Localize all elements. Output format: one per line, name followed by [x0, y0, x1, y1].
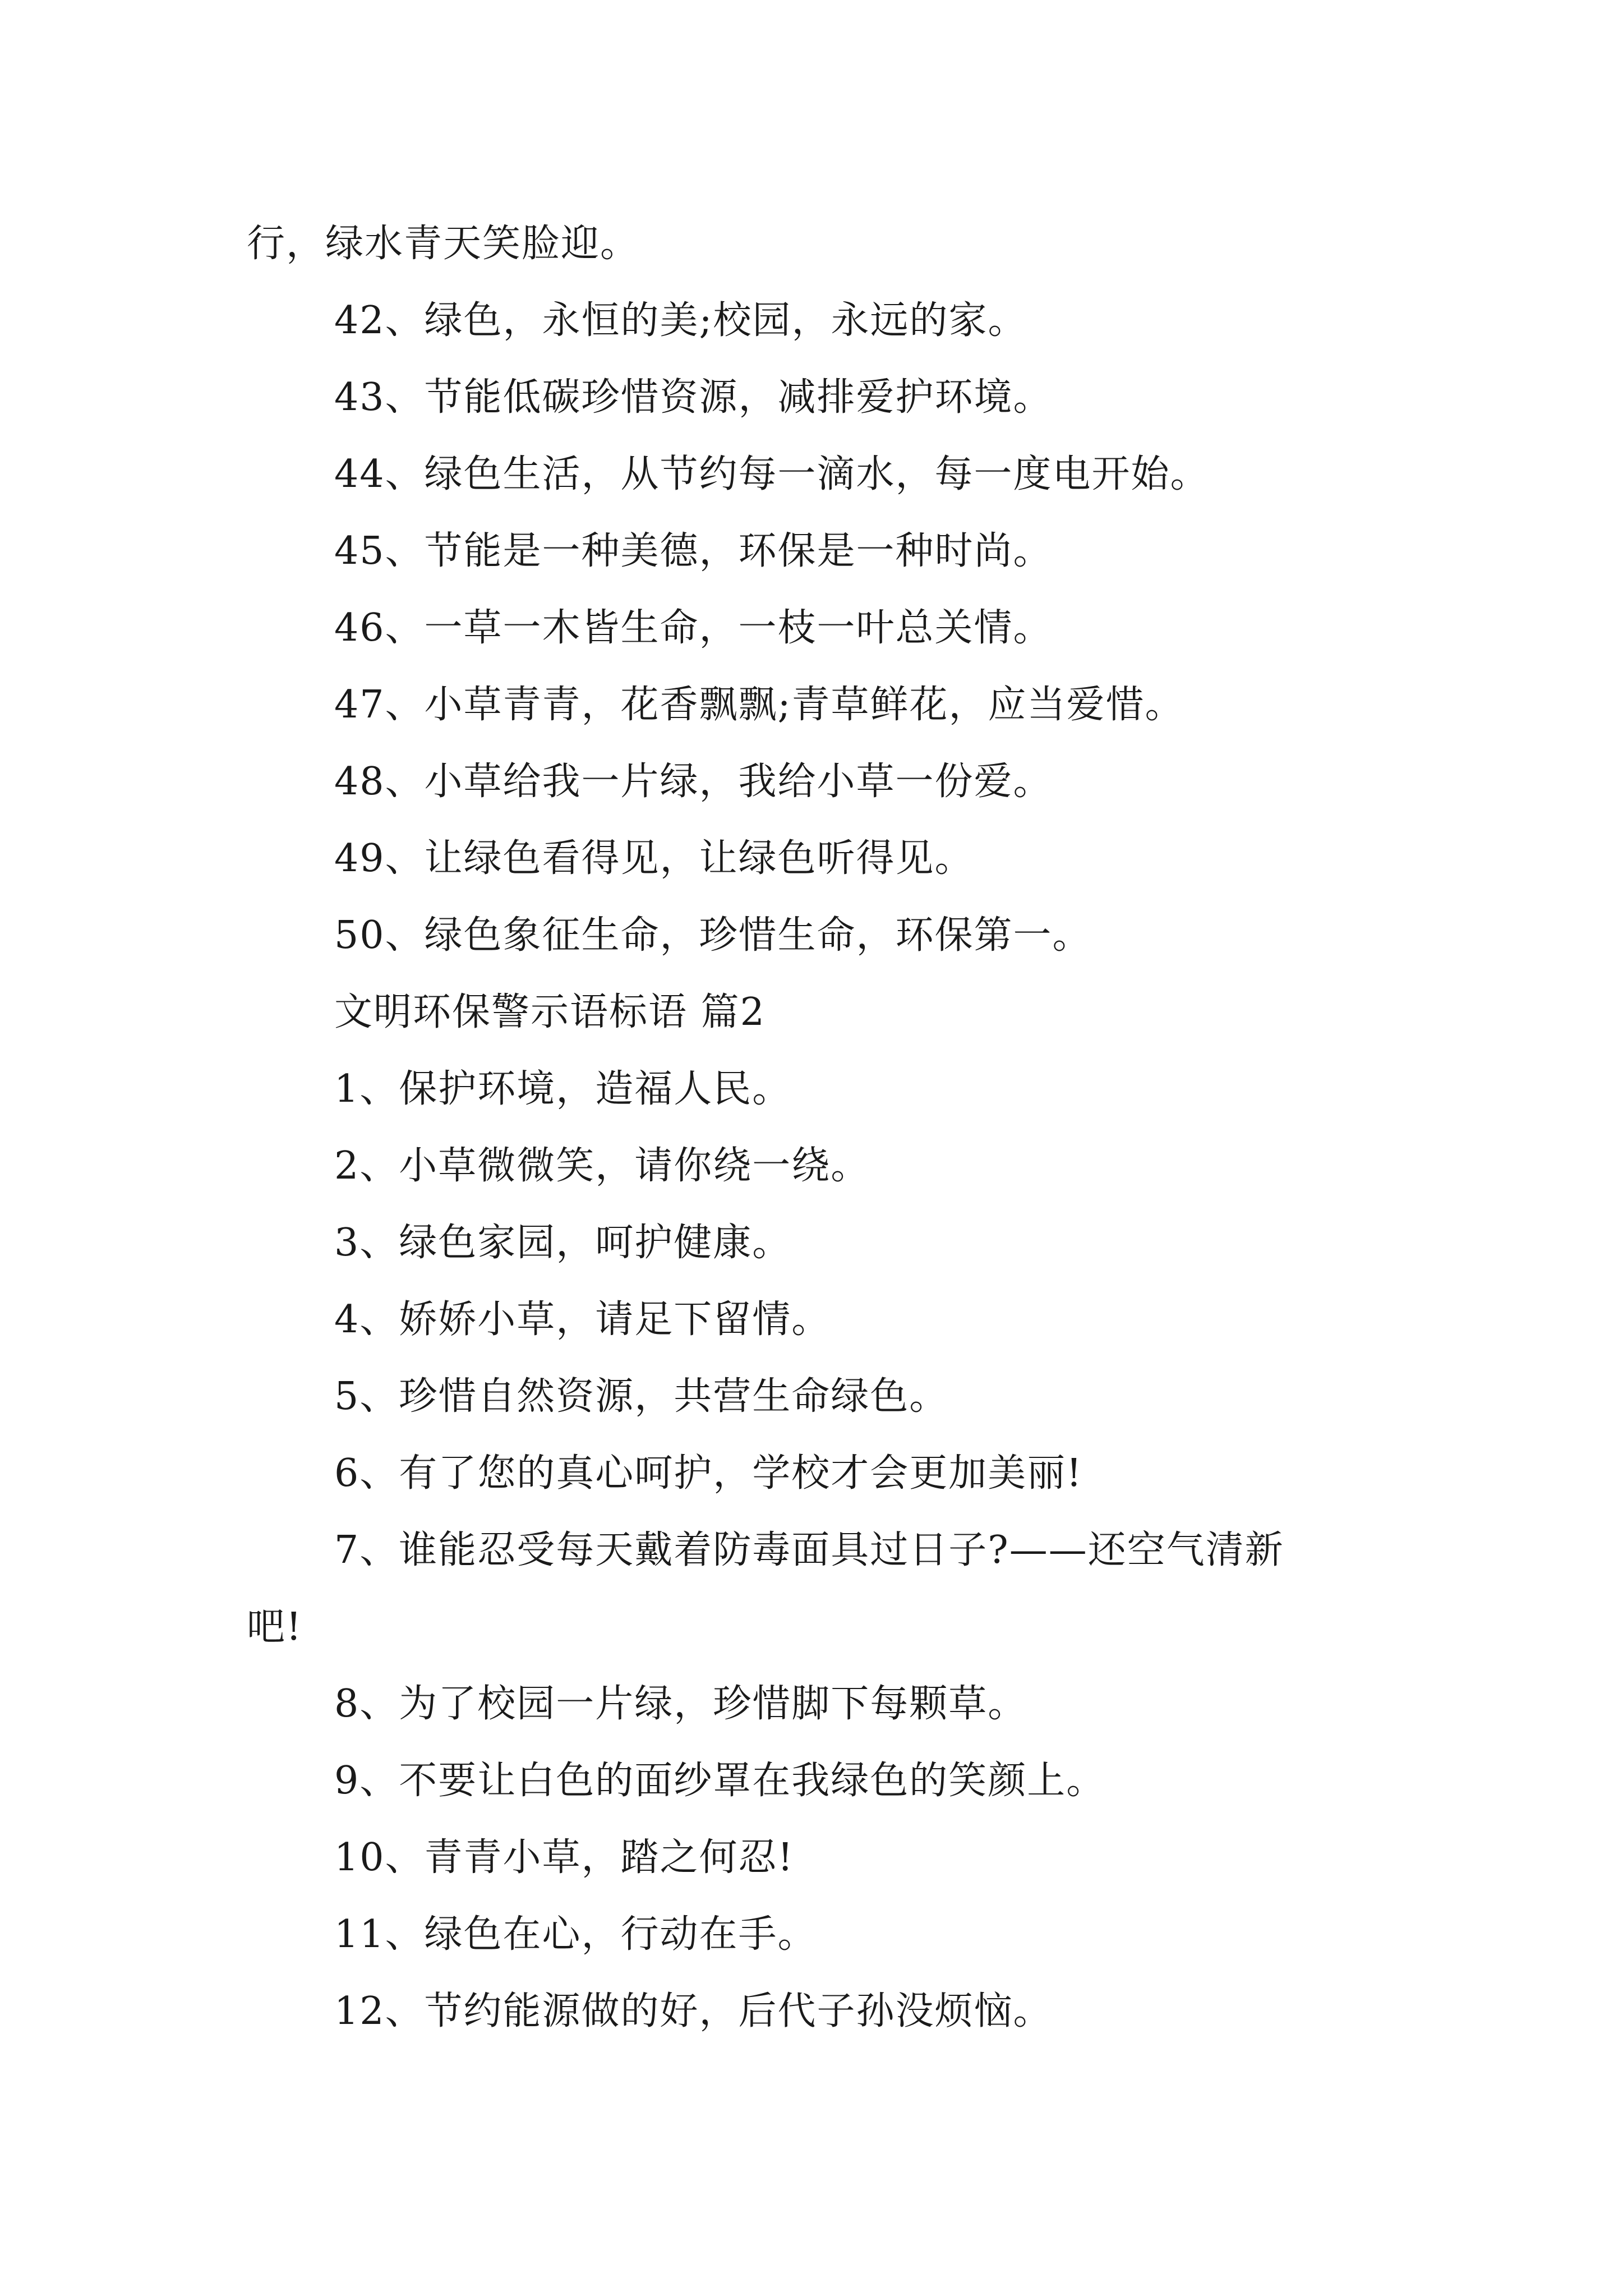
- slogan-47: 47、小草青青，花香飘飘;青草鲜花，应当爱惜。: [334, 683, 1184, 727]
- slogan-6: 6、有了您的真心呵护，学校才会更加美丽!: [334, 1451, 1083, 1496]
- slogan-43: 43、节能低碳珍惜资源，减排爱护环境。: [334, 375, 1053, 420]
- slogan-10: 10、青青小草，踏之何忍!: [334, 1835, 794, 1880]
- slogan-42: 42、绿色，永恒的美;校园，永远的家。: [334, 298, 1027, 343]
- slogan-44: 44、绿色生活，从节约每一滴水，每一度电开始。: [334, 452, 1210, 496]
- slogan-2: 2、小草微微笑，请你绕一绕。: [334, 1144, 870, 1188]
- slogan-45: 45、节能是一种美德，环保是一种时尚。: [334, 529, 1053, 573]
- slogan-5: 5、珍惜自然资源，共营生命绿色。: [334, 1374, 949, 1419]
- text-line-continuation: 行，绿水青天笑脸迎。: [247, 222, 640, 266]
- slogan-12: 12、节约能源做的好，后代子孙没烦恼。: [334, 1989, 1053, 2033]
- slogan-11: 11、绿色在心，行动在手。: [334, 1912, 817, 1957]
- slogan-8: 8、为了校园一片绿，珍惜脚下每颗草。: [334, 1682, 1027, 1726]
- slogan-4: 4、娇娇小草，请足下留情。: [334, 1297, 831, 1342]
- slogan-7: 7、谁能忍受每天戴着防毒面具过日子?——还空气清新: [334, 1528, 1284, 1572]
- section-heading: 文明环保警示语标语 篇2: [334, 990, 766, 1034]
- slogan-48: 48、小草给我一片绿，我给小草一份爱。: [334, 760, 1053, 804]
- slogan-9: 9、不要让白色的面纱罩在我绿色的笑颜上。: [334, 1759, 1106, 1803]
- slogan-3: 3、绿色家园，呵护健康。: [334, 1221, 792, 1265]
- slogan-46: 46、一草一木皆生命，一枝一叶总关情。: [334, 606, 1053, 650]
- slogan-50: 50、绿色象征生命，珍惜生命，环保第一。: [334, 913, 1092, 958]
- slogan-1: 1、保护环境，造福人民。: [334, 1067, 792, 1111]
- slogan-7-continuation: 吧!: [247, 1605, 303, 1649]
- slogan-49: 49、让绿色看得见，让绿色听得见。: [334, 836, 974, 881]
